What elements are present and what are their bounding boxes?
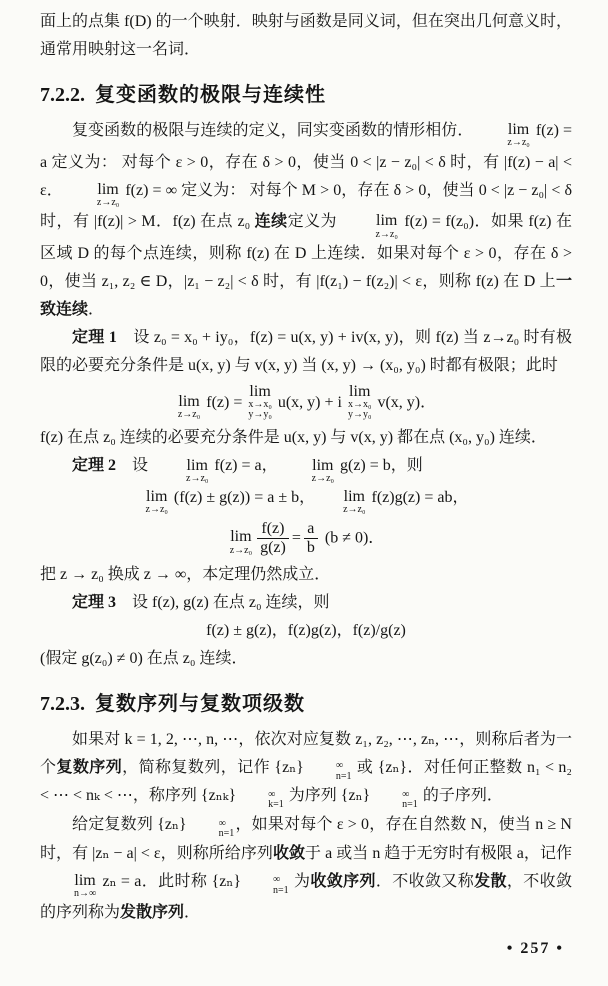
- text-run: zₙ = a．此时称 {zₙ}: [98, 872, 241, 890]
- bold-term-uniform-continuous: 一致连续: [40, 272, 572, 318]
- supsub-n1-inf: [370, 790, 418, 811]
- supsub-n1-inf: [241, 875, 289, 896]
- text-run: 为: [289, 872, 311, 890]
- bold-term-diverge: 发散: [474, 872, 507, 890]
- theorem-label: 定理 1: [72, 328, 117, 346]
- limit-word: lim: [376, 212, 398, 230]
- limit-subscript: z→z₀: [507, 137, 530, 149]
- section-heading-7-2-2: [40, 78, 572, 107]
- bold-term-divergent-sequence: 发散序列: [120, 904, 185, 922]
- limit-word: lim: [178, 392, 200, 410]
- heading-title: 复变函数的极限与连续性: [95, 84, 326, 106]
- bold-term-converge: 收敛: [272, 844, 306, 862]
- paragraph-convergence-definition: [40, 811, 572, 927]
- limit-word: lim: [507, 121, 530, 139]
- subscript-n-equals-1: n=1: [273, 884, 289, 896]
- text-run: 给定复数列 {zₙ}: [72, 815, 187, 833]
- text-run: f(z) =: [202, 393, 247, 411]
- limit-subscript: y→y₀: [347, 409, 372, 421]
- text-run: ，不收敛的序列称为: [40, 872, 572, 922]
- bold-term-complex-sequence: 复数序列: [56, 758, 123, 776]
- inline-limit: [154, 458, 208, 485]
- limit-subscript: x→x₀: [248, 399, 272, 411]
- text-run: u(x, y) + i: [273, 393, 346, 411]
- text-run: 的子序列．: [418, 787, 503, 805]
- paragraph-theorem-1: [40, 324, 572, 380]
- fraction-fg: [257, 520, 289, 558]
- heading-number: 7.2.2.: [40, 84, 85, 106]
- superscript-infinity: ∞: [402, 788, 410, 800]
- denominator: b: [306, 538, 315, 556]
- superscript-infinity: ∞: [273, 874, 281, 886]
- paragraph-mapping-continuation: [40, 8, 572, 64]
- section-heading-7-2-3: [40, 687, 572, 716]
- paragraph-assumption: [40, 645, 572, 673]
- limit-subscript: z→z₀: [375, 228, 398, 240]
- text-run: f(z) = f(z₀)．如果 f(z) 在区域 D 的每个点连续，则称 f(z) 在 D 上连续．如果对每个 ε > 0，存在 δ > 0，使当 z₁, z₂ ∈ D，|z₁ − z₂| < δ 时，有 |f(z₁) − f(z₂)| < ε，则称 f(z) 在 D 上: [40, 213, 572, 290]
- text-run: 设 f(z), g(z) 在点 z₀ 连续，则: [116, 594, 330, 612]
- limit-word: lim: [74, 871, 96, 889]
- text-run: 把 z → z₀ 换成 z → ∞，本定理仍然成立．: [40, 566, 331, 584]
- limit-subscript: z→z₀: [145, 504, 168, 516]
- superscript-infinity: ∞: [335, 760, 343, 772]
- superscript-infinity: ∞: [268, 788, 276, 800]
- text-run: f(z) = a 定义为： 对每个 ε > 0，存在 δ > 0，使当 0 < |z − z₀| < δ 时，有 |f(z) − a| < ε．: [40, 122, 572, 199]
- paragraph-infinity-remark: [40, 561, 572, 589]
- heading-number: 7.2.3.: [40, 692, 85, 715]
- limit-subscript: n→∞: [74, 888, 97, 899]
- limit-word: lim: [97, 180, 119, 198]
- fraction-ab: [304, 520, 318, 558]
- heading-title: 复数序列与复数项级数: [95, 692, 305, 715]
- limit-word: lim: [349, 382, 371, 400]
- limit-word: lim: [146, 488, 168, 506]
- limit-word: lim: [230, 528, 252, 546]
- superscript-infinity: ∞: [218, 817, 226, 829]
- text-run: 复变函数的极限与连续的定义，同实变函数的情形相仿．: [72, 122, 474, 139]
- equals-sign: =: [291, 529, 301, 547]
- text-run: v(x, y)．: [373, 393, 437, 411]
- text-run: f(z)g(z) = ab，: [367, 489, 469, 506]
- text-run: 设 z₀ = x₀ + iy₀，f(z) = u(x, y) + iv(x, y)，则 f(z) 当 z→z₀ 时有极限的必要充分条件是 u(x, y) 与 v(x, y) 当 (x, y) → (x₀, y₀) 时都有极限；此时: [40, 328, 572, 374]
- inline-limit: [475, 122, 529, 149]
- inline-limit: [65, 182, 119, 209]
- display-equation-quotient: [40, 520, 572, 558]
- display-equation-limit-uv: [40, 384, 572, 421]
- subscript-n-equals-1: n=1: [335, 770, 352, 782]
- limit-subscript: z→z₀: [177, 409, 201, 421]
- subscript-k-equals-1: k=1: [268, 799, 284, 811]
- text-run: f(z) 在点 z₀ 连续的必要充分条件是 u(x, y) 与 v(x, y) 都在点 (x₀, y₀) 连续．: [40, 429, 547, 447]
- limit-subscript: z→z₀: [311, 472, 334, 484]
- inline-limit: [146, 489, 168, 516]
- paragraph-theorem-2: [40, 452, 572, 484]
- text-run: 定义为: [287, 213, 342, 231]
- text-run: (f(z) ± g(z)) = a ± b，: [169, 489, 316, 506]
- text-run: 于 a 或当 n 趋于无穷时有极限 a，记作: [305, 844, 572, 862]
- bold-term-continuous: 连续: [254, 213, 288, 231]
- subscript-n-equals-1: n=1: [218, 828, 235, 840]
- numerator: a: [304, 520, 318, 539]
- text-run: 为序列 {zₙ}: [284, 787, 371, 805]
- inline-limit: [248, 384, 272, 421]
- denominator: g(z): [260, 538, 286, 556]
- paragraph-sequence-definition: [40, 726, 572, 811]
- limit-subscript: z→z₀: [96, 196, 120, 208]
- inline-limit: [343, 489, 365, 516]
- bold-term-convergent-sequence: 收敛序列: [310, 872, 376, 890]
- text-run: f(z) ± g(z)，f(z)g(z)，f(z)/g(z): [206, 622, 406, 640]
- limit-subscript: y→y₀: [248, 409, 272, 421]
- subscript-n-equals-1: n=1: [402, 799, 418, 811]
- limit-word: lim: [186, 456, 208, 474]
- text-run: ．不收敛又称: [375, 872, 475, 890]
- supsub-k1-inf: [236, 790, 284, 811]
- limit-subscript: x→x₀: [347, 399, 372, 411]
- paragraph-continuity-condition: [40, 424, 572, 452]
- limit-word: lim: [343, 488, 365, 506]
- text-run: ，简称复数列，记作 {zₙ}: [122, 758, 304, 776]
- text-run: ．: [184, 904, 201, 922]
- limit-subscript: z→z₀: [186, 472, 209, 484]
- display-equation-sum-product: [40, 488, 572, 516]
- text-run: ，如果对每个 ε > 0，存在自然数 N，使当 n ≥ N 时，有 |zₙ − a| < ε，则称所给序列: [40, 815, 572, 862]
- inline-limit: [280, 458, 334, 485]
- limit-subscript: z→z₀: [229, 544, 253, 556]
- text-run: 设: [116, 457, 153, 475]
- theorem-label: 定理 3: [72, 594, 117, 612]
- display-equation-operations: [40, 621, 572, 640]
- inline-limit: [348, 384, 372, 421]
- numerator: f(z): [257, 520, 289, 539]
- paragraph-theorem-3: [40, 589, 572, 617]
- theorem-label: 定理 2: [72, 457, 117, 475]
- text-run: (假定 g(z₀) ≠ 0) 在点 z₀ 连续．: [40, 649, 248, 667]
- text-run: f(z) = ∞ 定义为： 对每个 M > 0，存在 δ > 0，使当 0 < |z − z₀| < δ 时，有 |f(z)| > M．f(z) 在点 z₀: [40, 181, 572, 231]
- inline-limit: [343, 213, 397, 240]
- text-run: 面上的点集 f(D) 的一个映射．映射与函数是同义词，但在突出几何意义时，通常用映射这一名词．: [40, 13, 572, 58]
- inline-limit: [42, 873, 96, 900]
- text-run: ．: [88, 300, 105, 318]
- text-run: g(z) = b，则: [336, 457, 423, 475]
- limit-word: lim: [249, 382, 271, 400]
- limit-word: lim: [312, 456, 334, 474]
- inline-limit: [230, 529, 252, 556]
- text-run: (b ≠ 0)．: [320, 529, 385, 547]
- supsub-n1-inf: [304, 761, 352, 782]
- text-run: 如果对 k = 1, 2, ⋯, n, ⋯，依次对应复数 z₁, z₂, ⋯, zₙ, ⋯，则称后者为一个: [40, 730, 572, 776]
- inline-limit: [178, 394, 200, 421]
- text-run: 或 {zₙ}．对任何正整数 n₁ < n₂ < ⋯ < nₖ < ⋯，称序列 {zₙₖ}: [40, 758, 572, 805]
- paragraph-limit-definition: [40, 117, 572, 324]
- text-run: f(z) = a，: [210, 457, 278, 475]
- supsub-n1-inf: [187, 819, 235, 840]
- limit-subscript: z→z₀: [343, 504, 366, 516]
- page-number: • 257 •: [506, 940, 564, 957]
